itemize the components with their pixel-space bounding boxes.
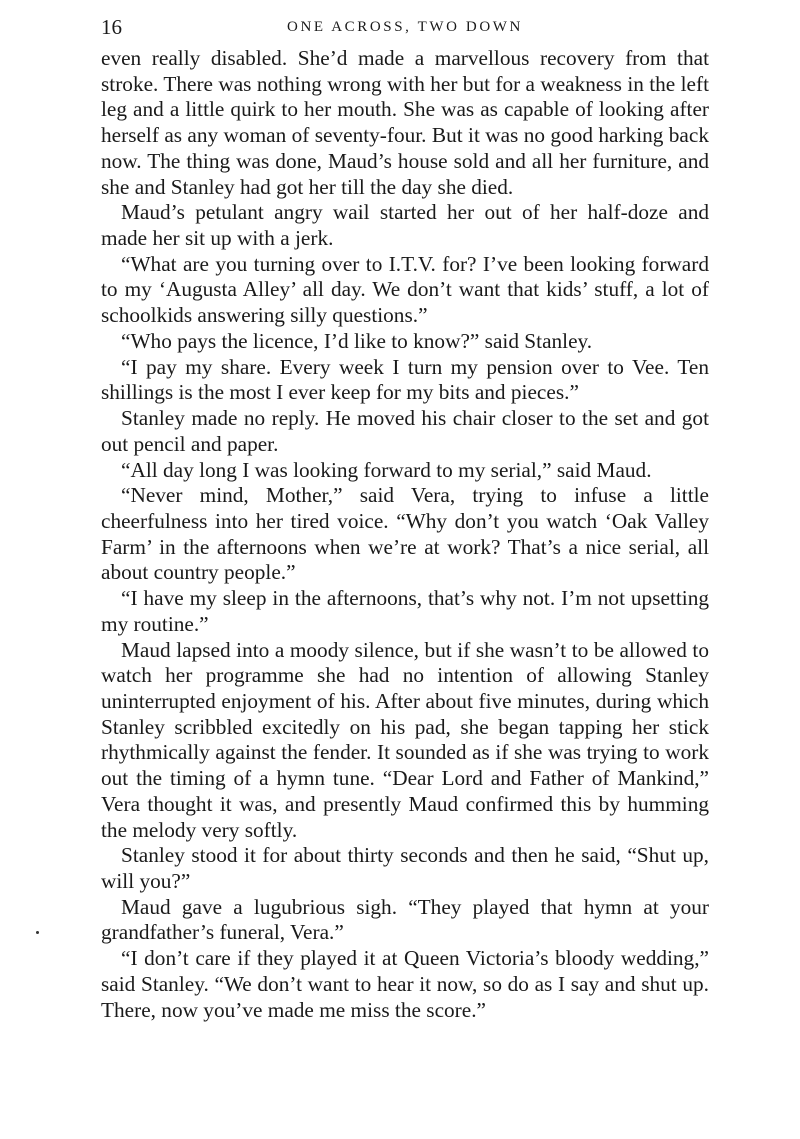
paragraph: “Never mind, Mother,” said Vera, trying to infuse a little cheerfulness into her tired voice. “Why don’t you watch ‘Oak Valley Farm’ in the afternoons when we’re at work? That’s a nice serial, all about country people.” — [101, 483, 709, 585]
paragraph: “I have my sleep in the afternoons, that’s why not. I’m not upsetting my routine.” — [101, 586, 709, 636]
page-number: 16 — [101, 15, 122, 39]
book-page — [101, 12, 709, 1023]
paragraph: Stanley stood it for about thirty seconds and then he said, “Shut up, will you?” — [101, 843, 709, 893]
paragraph: Maud’s petulant angry wail started her out of her half-doze and made her sit up with a jerk. — [101, 200, 709, 251]
paragraph: Maud lapsed into a moody silence, but if she wasn’t to be allowed to watch her programme she had no intention of allowing Stanley uninterrupted enjoyment of his. After about five minutes, during which Stanley scribbled excitedly on his pad, she began tapping her stick rhythmically against the fender. It sounded as if she was trying to work out the timing of a hymn tune. “Dear Lord and Father of Mankind,” Vera thought it was, and presently Maud confirmed this by humming the melody very softly. — [101, 637, 709, 842]
paragraph: “All day long I was looking forward to my serial,” said Maud. — [121, 457, 652, 482]
body-text — [101, 46, 709, 1023]
paragraph: “I pay my share. Every week I turn my pension over to Vee. Ten shillings is the most I ever keep for my bits and pieces.” — [101, 354, 709, 405]
paragraph: “I don’t care if they played it at Queen Victoria’s bloody wedding,” said Stanley. “We don’t want to hear it now, so do as I say and shut up. There, now you’ve made me miss the score.” — [101, 946, 709, 1022]
paragraph: even really disabled. She’d made a marvellous recovery from that stroke. There was nothing wrong with her but for a weakness in the left leg and a little quirk to her mouth. She was as capable of looking after herself as any woman of seventy-four. But it was no good harking back now. The thing was done, Maud’s house sold and all her furniture, and she and Stanley had got her till the day she died. — [101, 46, 709, 199]
scan-speck — [36, 931, 39, 934]
paragraph: Stanley made no reply. He moved his chair closer to the set and got out pencil and paper. — [101, 406, 709, 456]
running-head — [101, 12, 709, 42]
paragraph: Maud gave a lugubrious sigh. “They played that hymn at your grandfather’s funeral, Vera.” — [101, 894, 709, 945]
book-title: ONE ACROSS, TWO DOWN — [287, 19, 523, 35]
paragraph: “What are you turning over to I.T.V. for? I’ve been looking forward to my ‘Augusta Alley’ all day. We don’t want that kids’ stuff, a lot of schoolkids answering silly questions.” — [101, 251, 709, 328]
paragraph: “Who pays the licence, I’d like to know?” said Stanley. — [121, 328, 593, 353]
